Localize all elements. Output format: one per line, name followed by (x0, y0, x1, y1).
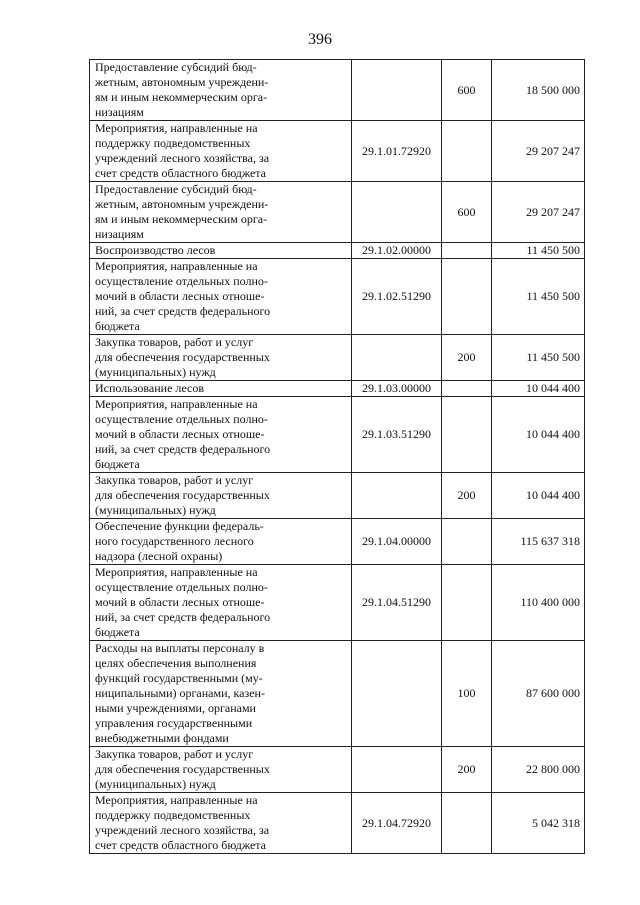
amount-cell: 11 450 500 (492, 259, 585, 335)
expense-type-code-cell (442, 259, 492, 335)
expense-name-line: ными учреждениями, органами (95, 701, 256, 715)
target-article-code-cell: 29.1.03.00000 (352, 381, 442, 397)
table-row (90, 641, 585, 747)
amount-cell: 10 044 400 (492, 397, 585, 473)
expense-type-code-cell: 600 (442, 60, 492, 121)
expense-name-cell (90, 121, 352, 182)
expense-name-line: управления государственными (95, 716, 253, 730)
expense-name-line: для обеспечения государственных (95, 762, 270, 776)
expense-name-line: мочий в области лесных отноше- (95, 289, 265, 303)
expense-type-code-cell: 200 (442, 335, 492, 381)
expense-name-line: ний, за счет средств федерального (95, 442, 271, 456)
expense-name-cell (90, 793, 352, 854)
expense-name-line: поддержку подведомственных (95, 136, 251, 150)
expense-name-line: целях обеспечения выполнения (95, 656, 257, 670)
target-article-code-cell (352, 473, 442, 519)
expense-name-cell (90, 259, 352, 335)
expense-name-line: осуществление отдельных полно- (95, 274, 268, 288)
amount-cell: 29 207 247 (492, 121, 585, 182)
expense-name-line: жетным, автономным учреждени- (95, 197, 269, 211)
amount-cell: 11 450 500 (492, 243, 585, 259)
expense-name-line: мочий в области лесных отноше- (95, 427, 265, 441)
expense-name-cell (90, 182, 352, 243)
expense-name-line: осуществление отдельных полно- (95, 580, 268, 594)
expense-type-code-cell: 200 (442, 747, 492, 793)
expense-name-line: ям и иным некоммерческим орга- (95, 212, 268, 226)
expense-name-line: для обеспечения государственных (95, 350, 270, 364)
table-row (90, 565, 585, 641)
expense-name-line: Мероприятия, направленные на (95, 121, 258, 135)
expense-name-line: надзора (лесной охраны) (95, 549, 223, 563)
expense-name-line: Мероприятия, направленные на (95, 793, 258, 807)
expense-name-cell (90, 335, 352, 381)
target-article-code-cell (352, 747, 442, 793)
expense-name-line: (муниципальных) нужд (95, 777, 216, 791)
target-article-code-cell (352, 641, 442, 747)
expense-name-cell (90, 381, 352, 397)
expense-type-code-cell (442, 565, 492, 641)
amount-cell: 10 044 400 (492, 473, 585, 519)
expense-name-line: Воспроизводство лесов (95, 243, 216, 257)
expense-name-cell (90, 747, 352, 793)
amount-cell: 29 207 247 (492, 182, 585, 243)
amount-cell: 5 042 318 (492, 793, 585, 854)
expense-name-line: Предоставление субсидий бюд- (95, 60, 257, 74)
expense-type-code-cell (442, 381, 492, 397)
table-row (90, 60, 585, 121)
table-row (90, 259, 585, 335)
expense-name-line: Мероприятия, направленные на (95, 259, 258, 273)
target-article-code-cell: 29.1.02.00000 (352, 243, 442, 259)
target-article-code-cell: 29.1.04.00000 (352, 519, 442, 565)
target-article-code-cell: 29.1.01.72920 (352, 121, 442, 182)
expense-name-line: низациям (95, 105, 144, 119)
target-article-code-cell (352, 335, 442, 381)
table-row (90, 519, 585, 565)
table-row (90, 121, 585, 182)
expense-type-code-cell: 600 (442, 182, 492, 243)
expense-name-line: Мероприятия, направленные на (95, 397, 258, 411)
target-article-code-cell: 29.1.02.51290 (352, 259, 442, 335)
amount-cell: 87 600 000 (492, 641, 585, 747)
amount-cell: 11 450 500 (492, 335, 585, 381)
expense-name-line: для обеспечения государственных (95, 488, 270, 502)
expense-type-code-cell (442, 243, 492, 259)
target-article-code-cell: 29.1.03.51290 (352, 397, 442, 473)
expense-name-line: мочий в области лесных отноше- (95, 595, 265, 609)
expense-name-line: Закупка товаров, работ и услуг (95, 335, 254, 349)
expense-name-cell (90, 397, 352, 473)
expense-name-line: Закупка товаров, работ и услуг (95, 747, 254, 761)
amount-cell: 22 800 000 (492, 747, 585, 793)
table-row (90, 747, 585, 793)
expense-name-line: ного государственного лесного (95, 534, 254, 548)
expense-name-cell (90, 641, 352, 747)
expense-name-line: Использование лесов (95, 381, 204, 395)
table-row (90, 335, 585, 381)
expense-name-line: Предоставление субсидий бюд- (95, 182, 257, 196)
expense-name-line: учреждений лесного хозяйства, за (95, 823, 270, 837)
expense-type-code-cell: 100 (442, 641, 492, 747)
target-article-code-cell (352, 182, 442, 243)
table-row (90, 473, 585, 519)
expense-name-line: счет средств областного бюджета (95, 166, 267, 180)
expense-name-line: ниципальными) органами, казен- (95, 686, 265, 700)
expense-name-line: Мероприятия, направленные на (95, 565, 258, 579)
table-row (90, 397, 585, 473)
expense-type-code-cell (442, 519, 492, 565)
table-row (90, 793, 585, 854)
target-article-code-cell (352, 60, 442, 121)
amount-cell: 115 637 318 (492, 519, 585, 565)
target-article-code-cell: 29.1.04.72920 (352, 793, 442, 854)
expense-name-line: поддержку подведомственных (95, 808, 251, 822)
expense-name-line: низациям (95, 227, 144, 241)
amount-cell: 18 500 000 (492, 60, 585, 121)
expense-name-line: осуществление отдельных полно- (95, 412, 268, 426)
expense-name-line: жетным, автономным учреждени- (95, 75, 269, 89)
expense-type-code-cell: 200 (442, 473, 492, 519)
expense-name-line: бюджета (95, 319, 140, 333)
expense-name-line: ний, за счет средств федерального (95, 610, 271, 624)
expense-name-cell (90, 565, 352, 641)
expense-name-line: ям и иным некоммерческим орга- (95, 90, 268, 104)
expense-name-cell (90, 519, 352, 565)
budget-table (89, 59, 585, 854)
expense-name-line: счет средств областного бюджета (95, 838, 267, 852)
expense-name-line: ний, за счет средств федерального (95, 304, 271, 318)
expense-name-line: (муниципальных) нужд (95, 503, 216, 517)
expense-name-line: Обеспечение функции федераль- (95, 519, 264, 533)
table-row (90, 243, 585, 259)
page-number: 396 (308, 31, 332, 48)
expense-name-line: Расходы на выплаты персоналу в (95, 641, 265, 655)
amount-cell: 10 044 400 (492, 381, 585, 397)
expense-name-line: функций государственными (му- (95, 671, 263, 685)
target-article-code-cell: 29.1.04.51290 (352, 565, 442, 641)
expense-name-line: бюджета (95, 625, 140, 639)
expense-name-line: Закупка товаров, работ и услуг (95, 473, 254, 487)
expense-type-code-cell (442, 793, 492, 854)
amount-cell: 110 400 000 (492, 565, 585, 641)
expense-type-code-cell (442, 121, 492, 182)
expense-name-cell (90, 60, 352, 121)
expense-name-line: учреждений лесного хозяйства, за (95, 151, 270, 165)
expense-name-cell (90, 243, 352, 259)
expense-name-line: бюджета (95, 457, 140, 471)
expense-name-line: внебюджетными фондами (95, 731, 229, 745)
expense-name-cell (90, 473, 352, 519)
expense-name-line: (муниципальных) нужд (95, 365, 216, 379)
expense-type-code-cell (442, 397, 492, 473)
table-row (90, 182, 585, 243)
budget-table-body (90, 60, 585, 854)
table-row (90, 381, 585, 397)
